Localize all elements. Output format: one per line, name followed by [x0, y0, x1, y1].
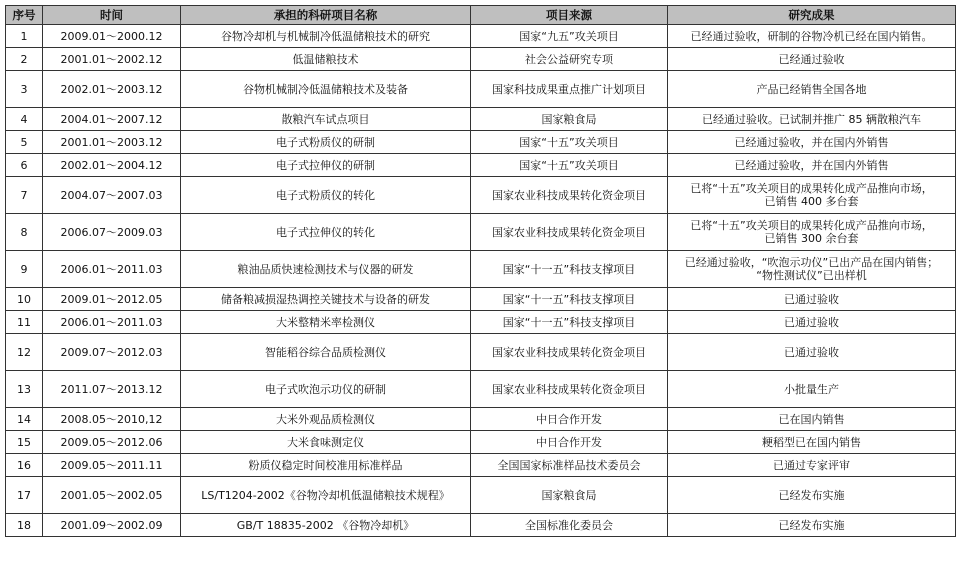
header-time: 时间 — [43, 6, 181, 25]
cell-result: 粳稻型已在国内销售 — [668, 431, 956, 454]
cell-name: 谷物机械制冷低温储粮技术及装备 — [181, 71, 471, 108]
table-row — [6, 454, 956, 477]
cell-name: 大米整精米率检测仪 — [181, 311, 471, 334]
cell-no: 2 — [6, 48, 43, 71]
cell-no: 12 — [6, 334, 43, 371]
cell-no: 8 — [6, 214, 43, 251]
table-row — [6, 514, 956, 537]
cell-no: 6 — [6, 154, 43, 177]
header-name: 承担的科研项目名称 — [181, 6, 471, 25]
cell-name: LS/T1204-2002《谷物冷却机低温储粮技术规程》 — [181, 477, 471, 514]
cell-time: 2001.01～2003.12 — [43, 131, 181, 154]
cell-name: 低温储粮技术 — [181, 48, 471, 71]
cell-result: 产品已经销售全国各地 — [668, 71, 956, 108]
cell-no: 9 — [6, 251, 43, 288]
header-result: 研究成果 — [668, 6, 956, 25]
table-row — [6, 154, 956, 177]
cell-no: 13 — [6, 371, 43, 408]
cell-name: 电子式吹泡示功仪的研制 — [181, 371, 471, 408]
table-wrapper — [5, 5, 955, 537]
cell-source: 国家“十一五”科技支撑项目 — [471, 251, 668, 288]
cell-result: 已经通过验收，研制的谷物冷机已经在国内销售。 — [668, 25, 956, 48]
table-row — [6, 311, 956, 334]
cell-result: 已经通过验收，并在国内外销售 — [668, 154, 956, 177]
cell-name: 谷物冷却机与机械制冷低温储粮技术的研究 — [181, 25, 471, 48]
table-row — [6, 431, 956, 454]
cell-source: 国家科技成果重点推广计划项目 — [471, 71, 668, 108]
cell-source: 国家农业科技成果转化资金项目 — [471, 371, 668, 408]
cell-time: 2006.01～2011.03 — [43, 251, 181, 288]
cell-name: 电子式拉伸仪的研制 — [181, 154, 471, 177]
table-row — [6, 131, 956, 154]
header-no: 序号 — [6, 6, 43, 25]
cell-no: 15 — [6, 431, 43, 454]
cell-result: 已经通过验收，“吹泡示功仪”已出产品在国内销售； “物性测试仪”已出样机 — [668, 251, 956, 288]
cell-no: 7 — [6, 177, 43, 214]
cell-source: 国家农业科技成果转化资金项目 — [471, 334, 668, 371]
table-row — [6, 25, 956, 48]
cell-time: 2001.09～2002.09 — [43, 514, 181, 537]
cell-source: 国家“十五”攻关项目 — [471, 131, 668, 154]
cell-name: 大米外观品质检测仪 — [181, 408, 471, 431]
cell-time: 2004.01～2007.12 — [43, 108, 181, 131]
cell-source: 中日合作开发 — [471, 431, 668, 454]
table-row — [6, 334, 956, 371]
cell-name: 电子式拉伸仪的转化 — [181, 214, 471, 251]
cell-no: 11 — [6, 311, 43, 334]
cell-name: 智能稻谷综合品质检测仪 — [181, 334, 471, 371]
cell-no: 3 — [6, 71, 43, 108]
cell-time: 2006.07～2009.03 — [43, 214, 181, 251]
cell-result: 已将“十五”攻关项目的成果转化成产品推向市场， 已销售 300 余台套 — [668, 214, 956, 251]
cell-result: 已通过验收 — [668, 288, 956, 311]
cell-result: 已将“十五”攻关项目的成果转化成产品推向市场， 已销售 400 多台套 — [668, 177, 956, 214]
cell-source: 国家“九五”攻关项目 — [471, 25, 668, 48]
research-projects-table — [5, 5, 956, 537]
cell-source: 国家“十一五”科技支撑项目 — [471, 288, 668, 311]
cell-time: 2002.01～2003.12 — [43, 71, 181, 108]
cell-name: 粮油品质快速检测技术与仪器的研发 — [181, 251, 471, 288]
table-row — [6, 71, 956, 108]
cell-result: 已经通过验收，并在国内外销售 — [668, 131, 956, 154]
cell-name: 电子式粉质仪的研制 — [181, 131, 471, 154]
header-source: 项目来源 — [471, 6, 668, 25]
cell-result: 已在国内销售 — [668, 408, 956, 431]
cell-result: 已经通过验收。已试制并推广 85 辆散粮汽车 — [668, 108, 956, 131]
table-row — [6, 408, 956, 431]
table-row — [6, 251, 956, 288]
cell-result: 已经发布实施 — [668, 477, 956, 514]
cell-result: 已经发布实施 — [668, 514, 956, 537]
cell-time: 2009.07～2012.03 — [43, 334, 181, 371]
cell-no: 17 — [6, 477, 43, 514]
cell-source: 国家粮食局 — [471, 477, 668, 514]
cell-source: 国家粮食局 — [471, 108, 668, 131]
cell-no: 14 — [6, 408, 43, 431]
cell-result: 已通过专家评审 — [668, 454, 956, 477]
cell-name: GB/T 18835-2002 《谷物冷却机》 — [181, 514, 471, 537]
cell-result: 已通过验收 — [668, 334, 956, 371]
cell-source: 全国标准化委员会 — [471, 514, 668, 537]
cell-source: 国家农业科技成果转化资金项目 — [471, 214, 668, 251]
cell-source: 国家农业科技成果转化资金项目 — [471, 177, 668, 214]
cell-time: 2009.05～2011.11 — [43, 454, 181, 477]
cell-name: 储备粮减损湿热调控关键技术与设备的研发 — [181, 288, 471, 311]
table-row — [6, 371, 956, 408]
table-row — [6, 288, 956, 311]
table-row — [6, 48, 956, 71]
cell-time: 2009.05～2012.06 — [43, 431, 181, 454]
cell-time: 2006.01～2011.03 — [43, 311, 181, 334]
cell-source: 国家“十一五”科技支撑项目 — [471, 311, 668, 334]
cell-source: 国家“十五”攻关项目 — [471, 154, 668, 177]
cell-no: 16 — [6, 454, 43, 477]
cell-time: 2011.07～2013.12 — [43, 371, 181, 408]
cell-result: 已通过验收 — [668, 311, 956, 334]
table-row — [6, 177, 956, 214]
cell-time: 2001.05～2002.05 — [43, 477, 181, 514]
cell-source: 中日合作开发 — [471, 408, 668, 431]
cell-name: 大米食味测定仪 — [181, 431, 471, 454]
cell-time: 2009.01～2000.12 — [43, 25, 181, 48]
cell-no: 10 — [6, 288, 43, 311]
cell-no: 4 — [6, 108, 43, 131]
table-row — [6, 108, 956, 131]
cell-time: 2001.01～2002.12 — [43, 48, 181, 71]
cell-source: 全国国家标准样品技术委员会 — [471, 454, 668, 477]
cell-time: 2008.05～2010,12 — [43, 408, 181, 431]
cell-result: 小批量生产 — [668, 371, 956, 408]
table-header — [6, 6, 956, 25]
table-row — [6, 477, 956, 514]
header-row — [6, 6, 956, 25]
table-body — [6, 25, 956, 537]
cell-time: 2002.01～2004.12 — [43, 154, 181, 177]
cell-no: 1 — [6, 25, 43, 48]
cell-name: 散粮汽车试点项目 — [181, 108, 471, 131]
cell-time: 2004.07～2007.03 — [43, 177, 181, 214]
cell-time: 2009.01～2012.05 — [43, 288, 181, 311]
cell-result: 已经通过验收 — [668, 48, 956, 71]
cell-no: 5 — [6, 131, 43, 154]
cell-no: 18 — [6, 514, 43, 537]
cell-name: 电子式粉质仪的转化 — [181, 177, 471, 214]
table-row — [6, 214, 956, 251]
cell-source: 社会公益研究专项 — [471, 48, 668, 71]
cell-name: 粉质仪稳定时间校准用标准样品 — [181, 454, 471, 477]
